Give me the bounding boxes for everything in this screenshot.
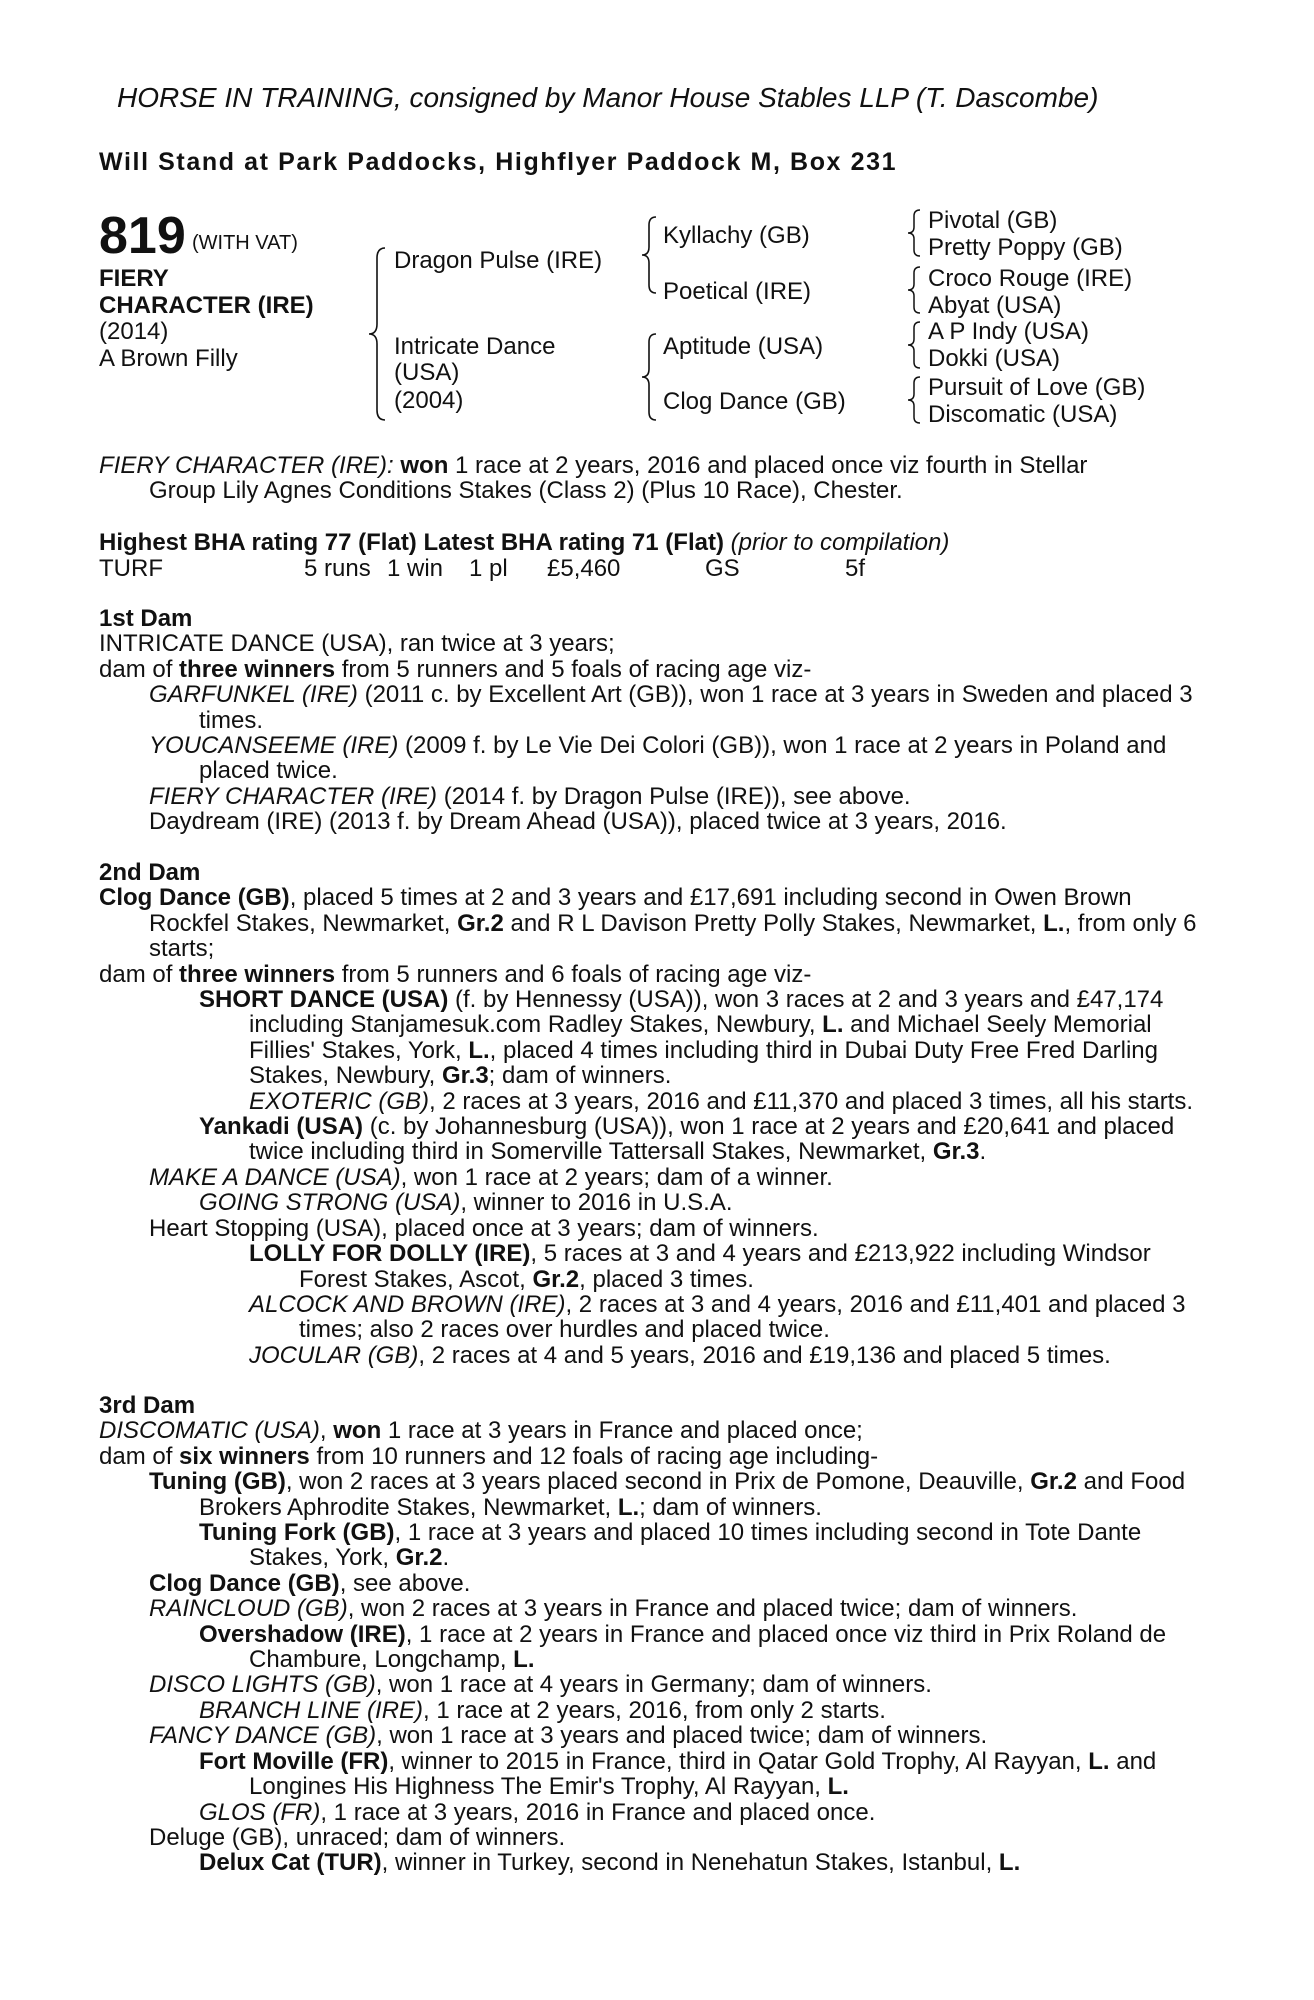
dam-sire: Aptitude (USA): [663, 333, 824, 360]
dam-line2: (USA): [394, 359, 460, 386]
grade: Gr.2: [1030, 1468, 1077, 1496]
turf-label: TURF: [99, 555, 163, 582]
summary-text1: 1 race at 2 years, 2016 and placed once viz fourth in Stellar: [448, 452, 1088, 479]
turf-earnings: £5,460: [547, 555, 621, 582]
text: , 1 race at 2 years in France and placed once viz third in Prix Roland de Chambure, Longchamp,: [249, 1620, 1167, 1674]
text: dam of: [99, 960, 180, 988]
text: dam of: [99, 655, 180, 683]
grade: L.: [468, 1036, 490, 1064]
text: , winner in Turkey, second in Nenehatun Stakes, Istanbul,: [381, 1849, 999, 1877]
offspring-name: Clog Dance (GB): [149, 1569, 340, 1597]
dam-name: Clog Dance (GB): [99, 884, 290, 912]
text: , placed 5 times at 2 and 3 years and £17,691 including second in Owen Brown Rockfel Stakes, Newmarket,: [149, 884, 1132, 937]
ggs-5: A P Indy (USA): [928, 318, 1089, 345]
text: , 5 races at 3 and 4 years and £213,922 including Windsor Forest Stakes, Ascot,: [299, 1240, 1151, 1293]
turf-distance: 5f: [845, 555, 866, 582]
ggs-6: Dokki (USA): [928, 345, 1061, 372]
text: from 5 runners and 5 foals of racing age viz-: [335, 655, 812, 683]
offspring-name: BRANCH LINE (IRE): [199, 1696, 424, 1724]
text: 1 race at 3 years in France and placed once;: [381, 1417, 863, 1445]
grade: Gr.2: [532, 1265, 580, 1293]
sire-sire: Kyllachy (GB): [663, 222, 810, 249]
rating-line: [99, 530, 1214, 555]
text: (f. by Hennessy (USA)), won 3 races at 2 and 3 years and £47,174 including Stanjamesuk.com Radley Stakes, Newbury,: [249, 986, 1164, 1039]
text: , winner to 2016 in U.S.A.: [460, 1189, 733, 1217]
ggs-8: Discomatic (USA): [928, 401, 1118, 428]
text: , 1 race at 3 years and placed 10 times including second in Tote Dante Stakes, York,: [249, 1519, 1142, 1572]
rating-note: (prior to compilation): [723, 529, 950, 556]
pedigree-brace-ss: [906, 208, 922, 258]
summary-text2: Group Lily Agnes Conditions Stakes (Class 2) (Plus 10 Race), Chester.: [149, 477, 903, 504]
grade: L.: [1088, 1747, 1110, 1775]
offspring-name: ALCOCK AND BROWN (IRE): [249, 1290, 566, 1318]
third-dam-section: [99, 1393, 1214, 1876]
text: from 10 runners and 12 foals of racing age including-: [309, 1442, 879, 1470]
dam-line3: (2004): [394, 387, 464, 414]
offspring-name: Fort Moville (FR): [199, 1747, 389, 1775]
dam-name: DISCOMATIC (USA): [99, 1417, 320, 1445]
offspring-name: Tuning (GB): [149, 1468, 286, 1496]
offspring-text: (2009 f. by Le Vie Dei Colori (GB)), won 1 race at 2 years in Poland and placed twice.: [199, 732, 1167, 785]
text: , winner to 2015 in France, third in Qatar Gold Trophy, Al Rayyan,: [388, 1747, 1089, 1775]
sire-dam: Poetical (IRE): [663, 278, 812, 305]
offspring-name: YOUCANSEEME (IRE): [149, 732, 399, 760]
grade: L.: [827, 1773, 849, 1801]
offspring-name: Tuning Fork (GB): [199, 1519, 395, 1547]
text: , 2 races at 4 and 5 years, 2016 and £19,136 and placed 5 times.: [418, 1341, 1111, 1369]
text: from 5 runners and 6 foals of racing age viz-: [335, 960, 812, 988]
offspring-name: SHORT DANCE (USA): [199, 986, 449, 1014]
offspring-name: EXOTERIC (GB): [249, 1087, 430, 1115]
grade: L.: [513, 1646, 535, 1674]
offspring-line: Deluge (GB), unraced; dam of winners.: [149, 1823, 566, 1851]
pedigree-brace-sire: [640, 215, 658, 295]
text: , 1 race at 2 years, 2016, from only 2 starts.: [423, 1696, 886, 1724]
text: , won 2 races at 3 years placed second in Prix de Pomone, Deauville,: [285, 1468, 1031, 1496]
foaling-year: (2014): [99, 318, 169, 345]
pedigree-brace-sd: [906, 265, 922, 315]
grade: Gr.2: [395, 1544, 443, 1572]
text: ; dam of winners.: [488, 1062, 672, 1090]
text: , 1 race at 3 years, 2016 in France and placed once.: [320, 1798, 876, 1826]
grade: L.: [1043, 909, 1065, 937]
consignor-header: HORSE IN TRAINING, consigned by Manor House Stables LLP (T. Dascombe): [117, 82, 1099, 113]
text: and Longines His Highness The Emir's Trophy, Al Rayyan,: [249, 1747, 1157, 1801]
ggs-3: Croco Rouge (IRE): [928, 265, 1133, 292]
text: , see above.: [339, 1569, 471, 1597]
winners-count: six winners: [179, 1442, 310, 1470]
first-dam-heading: 1st Dam: [99, 605, 193, 632]
vat-note: (WITH VAT): [192, 232, 298, 254]
won: won: [333, 1417, 382, 1445]
horse-name-line1: FIERY: [99, 265, 169, 292]
turf-runs: 5 runs: [304, 555, 371, 582]
pedigree-brace-main: [367, 246, 387, 422]
first-dam-section: [99, 606, 1214, 835]
offspring-name: GOING STRONG (USA): [199, 1189, 461, 1217]
turf-record: [99, 556, 1214, 582]
stable-location: Will Stand at Park Paddocks, Highflyer Paddock M, Box 231: [99, 148, 898, 176]
ggs-7: Pursuit of Love (GB): [928, 374, 1146, 401]
offspring-name: Yankadi (USA): [199, 1113, 364, 1141]
sire: Dragon Pulse (IRE): [394, 247, 603, 274]
offspring-name: MAKE A DANCE (USA): [149, 1163, 401, 1191]
winners-count: three winners: [179, 960, 336, 988]
text: ; dam of winners.: [639, 1493, 822, 1521]
offspring-name: FIERY CHARACTER (IRE): [149, 782, 438, 810]
grade: L.: [998, 1849, 1021, 1877]
grade: L.: [617, 1493, 640, 1521]
dam-dam: Clog Dance (GB): [663, 388, 846, 415]
second-dam-section: [99, 860, 1214, 1368]
summary-name: FIERY CHARACTER (IRE):: [99, 452, 394, 479]
horse-description: A Brown Filly: [99, 345, 238, 372]
text: and Michael Seely Memorial Fillies' Stakes, York,: [249, 1011, 1152, 1064]
text: , placed 3 times.: [579, 1265, 754, 1293]
rating-bold: Highest BHA rating 77 (Flat) Latest BHA rating 71 (Flat): [99, 529, 724, 556]
winners-count: three winners: [179, 655, 336, 683]
grade: Gr.3: [932, 1138, 980, 1166]
offspring-text: (2014 f. by Dragon Pulse (IRE)), see above.: [437, 782, 911, 810]
offspring-name: Delux Cat (TUR): [199, 1849, 382, 1877]
text: , 2 races at 3 and 4 years, 2016 and £11,401 and placed 3 times; also 2 races over hurdles and placed twice.: [299, 1290, 1186, 1344]
turf-going: GS: [705, 555, 740, 582]
text: , from only 6 starts;: [149, 909, 1197, 963]
second-dam-heading: 2nd Dam: [99, 859, 201, 886]
pedigree-brace-ds: [906, 320, 922, 370]
ggs-4: Abyat (USA): [928, 292, 1062, 319]
text: , placed 4 times including third in Dubai Duty Free Fred Darling Stakes, Newbury,: [249, 1036, 1158, 1090]
text: .: [979, 1138, 987, 1166]
first-dam-intro: INTRICATE DANCE (USA), ran twice at 3 years;: [99, 630, 615, 658]
dam-line1: Intricate Dance: [394, 333, 556, 360]
offspring-line: Daydream (IRE) (2013 f. by Dream Ahead (USA)), placed twice at 3 years, 2016.: [149, 808, 1007, 836]
lot-number: 819: [99, 207, 186, 265]
offspring-name: FANCY DANCE (GB): [149, 1722, 377, 1750]
offspring-name: LOLLY FOR DOLLY (IRE): [249, 1240, 531, 1268]
offspring-name: Overshadow (IRE): [199, 1620, 406, 1648]
text: , won 2 races at 3 years in France and placed twice; dam of winners.: [347, 1595, 1078, 1623]
offspring-name: RAINCLOUD (GB): [149, 1595, 348, 1623]
horse-name-line2: CHARACTER (IRE): [99, 292, 314, 319]
ggs-2: Pretty Poppy (GB): [928, 234, 1123, 261]
text: and Food Brokers Aphrodite Stakes, Newmarket,: [199, 1468, 1186, 1521]
turf-placed: 1 pl: [469, 555, 508, 582]
summary-won: won: [400, 452, 449, 479]
offspring-line: Heart Stopping (USA), placed once at 3 years; dam of winners.: [149, 1214, 819, 1242]
text: .: [442, 1544, 450, 1572]
text: , 2 races at 3 years, 2016 and £11,370 and placed 3 times, all his starts.: [429, 1087, 1194, 1115]
text: and R L Davison Pretty Polly Stakes, Newmarket,: [503, 909, 1044, 937]
pedigree-brace-dd: [906, 375, 922, 425]
offspring-text: (2011 c. by Excellent Art (GB)), won 1 race at 3 years in Sweden and placed 3 times.: [199, 681, 1193, 734]
ggs-1: Pivotal (GB): [928, 207, 1058, 234]
text: , won 1 race at 4 years in Germany; dam of winners.: [375, 1671, 932, 1699]
text: , won 1 race at 3 years and placed twice; dam of winners.: [376, 1722, 988, 1750]
turf-wins: 1 win: [387, 555, 444, 582]
offspring-name: GARFUNKEL (IRE): [149, 681, 358, 709]
grade: L.: [822, 1011, 844, 1039]
offspring-name: DISCO LIGHTS (GB): [149, 1671, 376, 1699]
grade: Gr.2: [457, 909, 504, 937]
text: (c. by Johannesburg (USA)), won 1 race at 2 years and £20,641 and placed twice including third in Somerville Tattersall Stakes, Newmarket,: [249, 1113, 1175, 1166]
offspring-name: JOCULAR (GB): [249, 1341, 419, 1369]
text: , won 1 race at 2 years; dam of a winner.: [400, 1163, 833, 1191]
race-summary: [99, 453, 1214, 503]
text: dam of: [99, 1442, 180, 1470]
offspring-name: GLOS (FR): [199, 1798, 321, 1826]
pedigree-brace-dam: [640, 332, 658, 422]
text: ,: [319, 1417, 334, 1445]
third-dam-heading: 3rd Dam: [99, 1392, 196, 1419]
grade: Gr.3: [441, 1062, 489, 1090]
